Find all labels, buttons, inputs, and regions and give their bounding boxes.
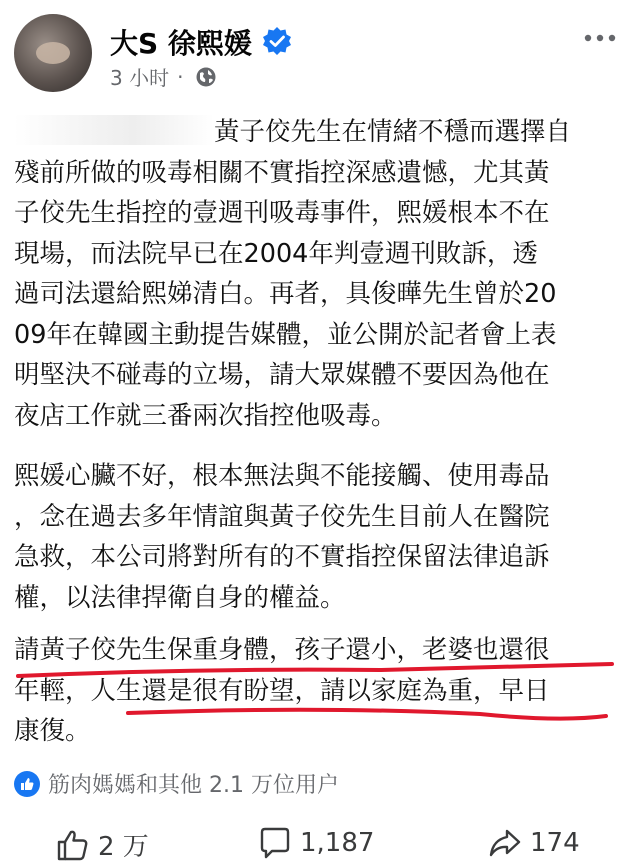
- like-count: 2 万: [98, 832, 149, 862]
- text-line: 請黃子佼先生保重身體，孩子還小，老婆也還很: [14, 635, 550, 665]
- text-line: 殘前所做的吸毒相關不實指控深感遺憾，尤其黃: [14, 157, 550, 188]
- text-line: 夜店工作就三番兩次指控他吸毒。: [14, 400, 397, 431]
- comment-count: 1,187: [300, 828, 375, 858]
- text-line: 年輕，人生還是很有盼望，請以家庭為重，早日: [14, 675, 550, 706]
- author-name[interactable]: 大S 徐熙媛: [110, 27, 252, 60]
- text-line: [14, 112, 622, 153]
- comment-button[interactable]: [258, 826, 374, 860]
- text-line: 急救，本公司將對所有的不實指控保留法律追訴: [14, 542, 550, 572]
- text-line: 熙媛心臟不好，根本無法與不能接觸、使用毒品: [14, 461, 550, 491]
- text-line: 權，以法律捍衛自身的權益。: [14, 582, 346, 613]
- globe-icon: [195, 66, 217, 88]
- text-line: 09年在韓國主動提告媒體，並公開於記者會上表: [14, 319, 557, 350]
- share-count: 174: [530, 828, 580, 858]
- text-line: 子佼先生指控的壹週刊吸毒事件，熙媛根本不在: [14, 198, 550, 228]
- action-bar: [0, 812, 632, 865]
- text-line: ，念在過去多年情誼與黃子佼先生目前人在醫院: [14, 501, 550, 532]
- text-line: 現場，而法院早已在2004年判壹週刊敗訴，透: [14, 238, 538, 269]
- reaction-summary[interactable]: [14, 768, 339, 799]
- post-paragraph-1: [14, 112, 622, 436]
- post-paragraph-2: [14, 456, 622, 618]
- like-reaction-icon: [14, 771, 40, 797]
- text-line: 明堅決不碰毒的立場，請大眾媒體不要因為他在: [14, 360, 550, 390]
- text-line: 康復。: [14, 716, 91, 746]
- text-line: 過司法還給熙娣清白。再者，具俊曄先生曾於20: [14, 279, 557, 309]
- redacted-text: [14, 115, 214, 145]
- like-button[interactable]: [56, 826, 149, 863]
- post-time[interactable]: 3 小时: [110, 66, 170, 90]
- more-options-icon[interactable]: [582, 28, 618, 48]
- meta-separator: ·: [177, 64, 184, 89]
- share-icon: [488, 826, 522, 860]
- post-paragraph-3: [14, 630, 622, 752]
- share-button[interactable]: [488, 826, 580, 860]
- comment-icon: [258, 826, 292, 860]
- verified-badge-icon: [262, 26, 292, 56]
- text-fragment: 黃子佼先生在情緒不穩而選擇自: [214, 117, 572, 147]
- post-header: [0, 0, 632, 100]
- reaction-summary-text: 筋肉媽媽和其他 2.1 万位用户: [48, 773, 339, 798]
- thumbs-up-icon: [56, 828, 90, 862]
- post-meta: [110, 62, 217, 91]
- avatar[interactable]: [14, 14, 92, 92]
